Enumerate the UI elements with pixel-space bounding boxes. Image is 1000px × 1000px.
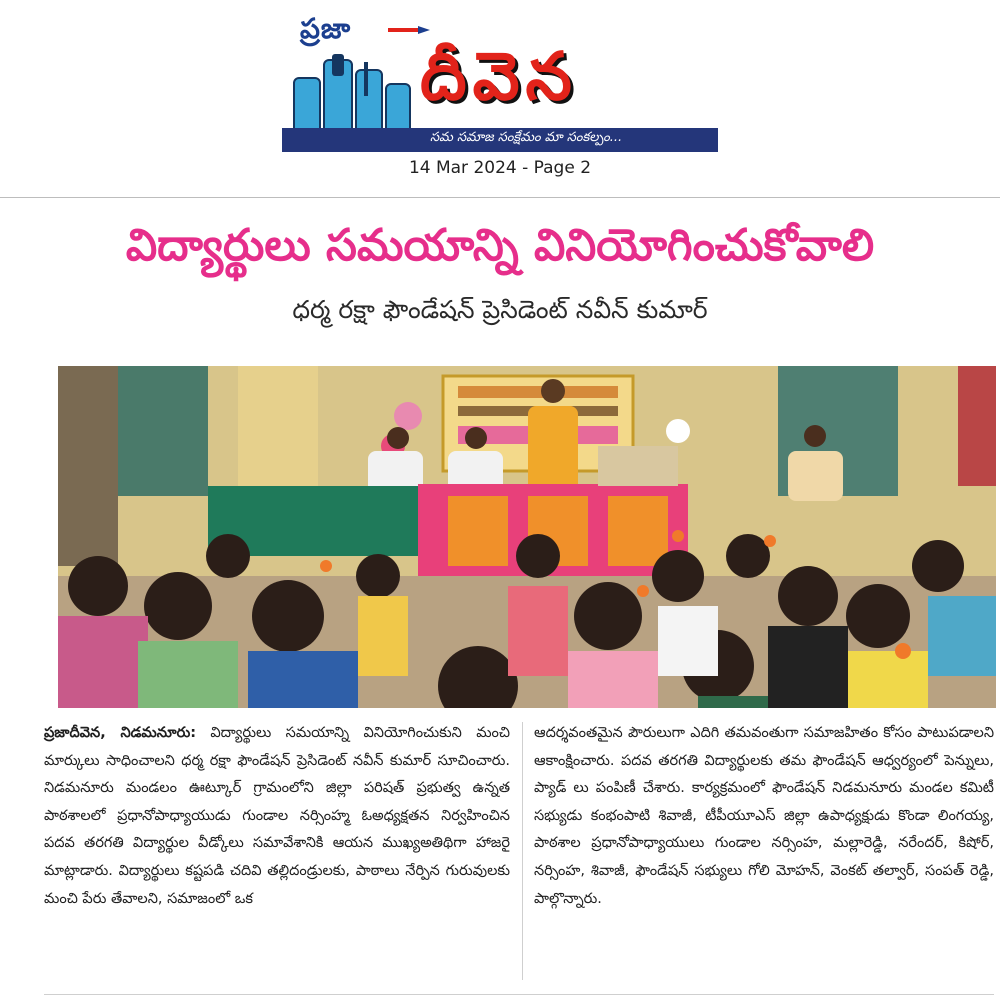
brand-name-small: ప్రజా	[300, 12, 352, 45]
dateline: ప్రజాదీవెన, నిడమనూరు:	[44, 725, 197, 741]
divider	[44, 994, 994, 995]
event-photo-illustration	[58, 366, 996, 708]
article-column-right	[534, 720, 994, 913]
issue-date: 14 Mar 2024 - Page 2	[408, 158, 592, 178]
event-photo	[58, 366, 996, 708]
headline: విద్యార్థులు సమయాన్ని వినియోగించుకోవాలి	[125, 220, 875, 271]
tagline: సమ సమాజ సంక్షేమం మా సంకల్పం...	[430, 130, 623, 145]
article-text-right: ఆదర్శవంతమైన పౌరులుగా ఎదిగి తమవంతుగా సమాజహితం కోసం పాటుపడాలని ఆకాంక్షించారు. పదవ తరగతి విద్యార్థులకు తమ ఫౌండేషన్ ఆధ్వర్యంలో పెన్నులు, ప్యాడ్ లు పంపిణీ చేశారు. కార్యక్రమంలో ఫౌండేషన్ నిడమనూరు మండల కమిటీ సభ్యుడు కంభంపాటి శివాజీ, టీపీయూఎస్ జిల్లా ఉపాధ్యక్షుడు కొండా లింగయ్య, పాఠశాల ప్రధానోపాధ్యాయులు గుండాల నర్సింహ, మల్లారెడ్డి, నరేందర్, కిషోర్, నర్సింహ, శివాజీ, ఫౌండేషన్ సభ్యులు గోలి మోహన్, వెంకట్ తల్వార్, సంపత్ రెడ్డి, పాల్గొన్నారు.	[534, 725, 994, 907]
article-column-left	[44, 720, 510, 913]
brand-name-large: దీవెన	[420, 38, 578, 115]
column-divider	[522, 722, 523, 980]
pen-nib-icon	[388, 26, 430, 34]
article-text-left: విద్యార్థులు సమయాన్ని వినియోగించుకుని మంచి మార్కులు సాధించాలని ధర్మ రక్షా ఫౌండేషన్ ప్రెసిడెంట్ నవీన్ కుమార్ సూచించారు. నిడమనూరు మండలం ఊట్కూర్ గ్రామంలోని జిల్లా పరిషత్ ప్రభుత్వ ఉన్నత పాఠశాలలో ప్రధానోపాధ్యాయుడు గుండాల నర్సింహ్మ ఓఅధ్యక్షతన నిర్వహించిన పదవ తరగతి విద్యార్థుల వీడ్కోలు సమావేశానికి ఆయన ముఖ్యఅతిథిగా హాజరై మాట్లాడారు. విద్యార్థులు కష్టపడి చదివి తల్లిదండ్రులకు, పాఠాలు నేర్పిన గురువులకు మంచి పేరు తేవాలని, సమాజంలో ఒక	[44, 725, 510, 907]
raised-fists-icon	[288, 48, 418, 134]
tagline-bar	[282, 128, 718, 152]
masthead	[280, 8, 720, 158]
divider	[0, 197, 1000, 198]
subheadline: ధర్మ రక్షా ఫౌండేషన్ ప్రెసిడెంట్ నవీన్ కుమార్	[292, 295, 708, 324]
